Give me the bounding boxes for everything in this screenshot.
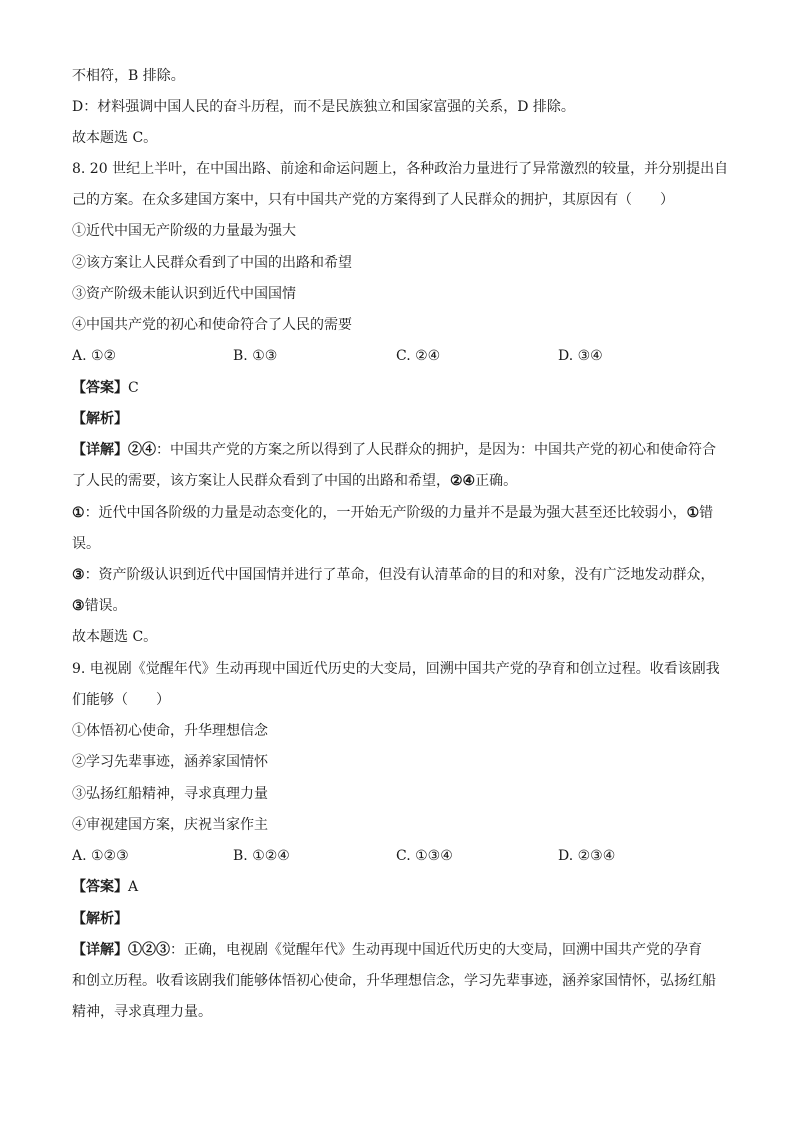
detail-line [72,971,732,991]
detail-text: ：近代中国各阶级的力量是动态变化的，一开始无产阶级的力量并不是最为强大甚至还比较弱小， [84,505,687,521]
detail-bold: 【详解】①②③ [72,942,170,958]
text-line: 故本题选 C。 [72,130,158,146]
detail-bold: ③ [72,567,85,583]
question-8-item: ④中国共产党的初心和使命符合了人民的需要 [72,317,352,333]
question-8-stem: 8. 20 世纪上半叶，在中国出路、前途和命运问题上，各种政治力量进行了异常激烈的较量，并分别提出自 [72,161,729,177]
detail-line [72,440,732,460]
option-a: A. ①② [72,348,117,364]
question-9-item: ①体悟初心使命，升华理想信念 [72,723,268,739]
detail-text: ：资产阶级认识到近代中国国情并进行了革命，但没有认清革命的目的和对象，没有广泛地发动群众， [84,567,715,583]
detail-line [72,534,732,554]
detail-text: 正确。 [475,473,518,489]
question-9-item: ④审视建国方案，庆祝当家作主 [72,817,268,833]
detail-bold: ① [72,505,85,521]
option-c: C. ②④ [396,348,441,364]
detail-line [72,503,732,523]
detail-text: 误。 [72,536,100,552]
answer-line [72,877,732,897]
detail-text: 了人民的需要，该方案让人民群众看到了中国的出路和希望， [72,473,450,489]
question-8-item: ②该方案让人民群众看到了中国的出路和希望 [72,255,352,271]
detail-text: 错 [699,505,714,521]
answer-tag: 【答案】 [72,380,128,396]
detail-text: ：中国共产党的方案之所以得到了人民群众的拥护，是因为：中国共产党的初心和使命符合 [156,442,716,458]
text-line: D：材料强调中国人民的奋斗历程，而不是民族独立和国家富强的关系，D 排除。 [72,99,575,115]
question-8-item: ①近代中国无产阶级的力量最为强大 [72,223,296,239]
detail-line [72,940,732,960]
option-c: C. ①③④ [396,848,453,864]
conclusion-line: 故本题选 C。 [72,629,158,645]
detail-line [72,565,732,585]
option-d: D. ③④ [558,348,603,364]
answer-value: A [128,879,139,895]
question-9-stem: 9. 电视剧《觉醒年代》生动再现中国近代历史的大变局，回溯中国共产党的孕育和创立过程。收看该剧我 [72,661,720,677]
question-9-item: ③弘扬红船精神，寻求真理力量 [72,786,268,802]
detail-text: 和创立历程。收看该剧我们能够体悟初心使命，升华理想信念，学习先辈事迹，涵养家国情怀，弘扬红船 [72,973,716,989]
answer-line [72,378,732,398]
detail-bold: ③ [72,598,85,614]
option-d: D. ②③④ [558,848,616,864]
answer-tag: 【答案】 [72,879,128,895]
question-8-item: ③资产阶级未能认识到近代中国国情 [72,286,296,302]
analysis-tag: 【解析】 [72,911,128,927]
question-9-item: ②学习先辈事迹，涵养家国情怀 [72,754,268,770]
detail-text: ：正确，电视剧《觉醒年代》生动再现中国近代历史的大变局，回溯中国共产党的孕育 [170,942,702,958]
option-b: B. ①③ [233,348,278,364]
detail-line [72,471,732,491]
option-b: B. ①②④ [233,848,290,864]
detail-text: 错误。 [84,598,127,614]
text-line: 不相符，B 排除。 [72,68,185,84]
detail-bold: ① [686,505,700,521]
question-9-stem: 们能够（ ） [72,692,170,708]
detail-line [72,596,732,616]
analysis-tag: 【解析】 [72,411,128,427]
answer-value: C [128,380,139,396]
detail-bold: ②④ [450,473,476,489]
question-8-stem: 己的方案。在众多建国方案中，只有中国共产党的方案得到了人民群众的拥护，其原因有（ ） [72,192,674,208]
detail-line [72,1002,732,1022]
detail-text: 精神，寻求真理力量。 [72,1004,212,1020]
detail-bold: 【详解】②④ [72,442,156,458]
option-a: A. ①②③ [72,848,129,864]
